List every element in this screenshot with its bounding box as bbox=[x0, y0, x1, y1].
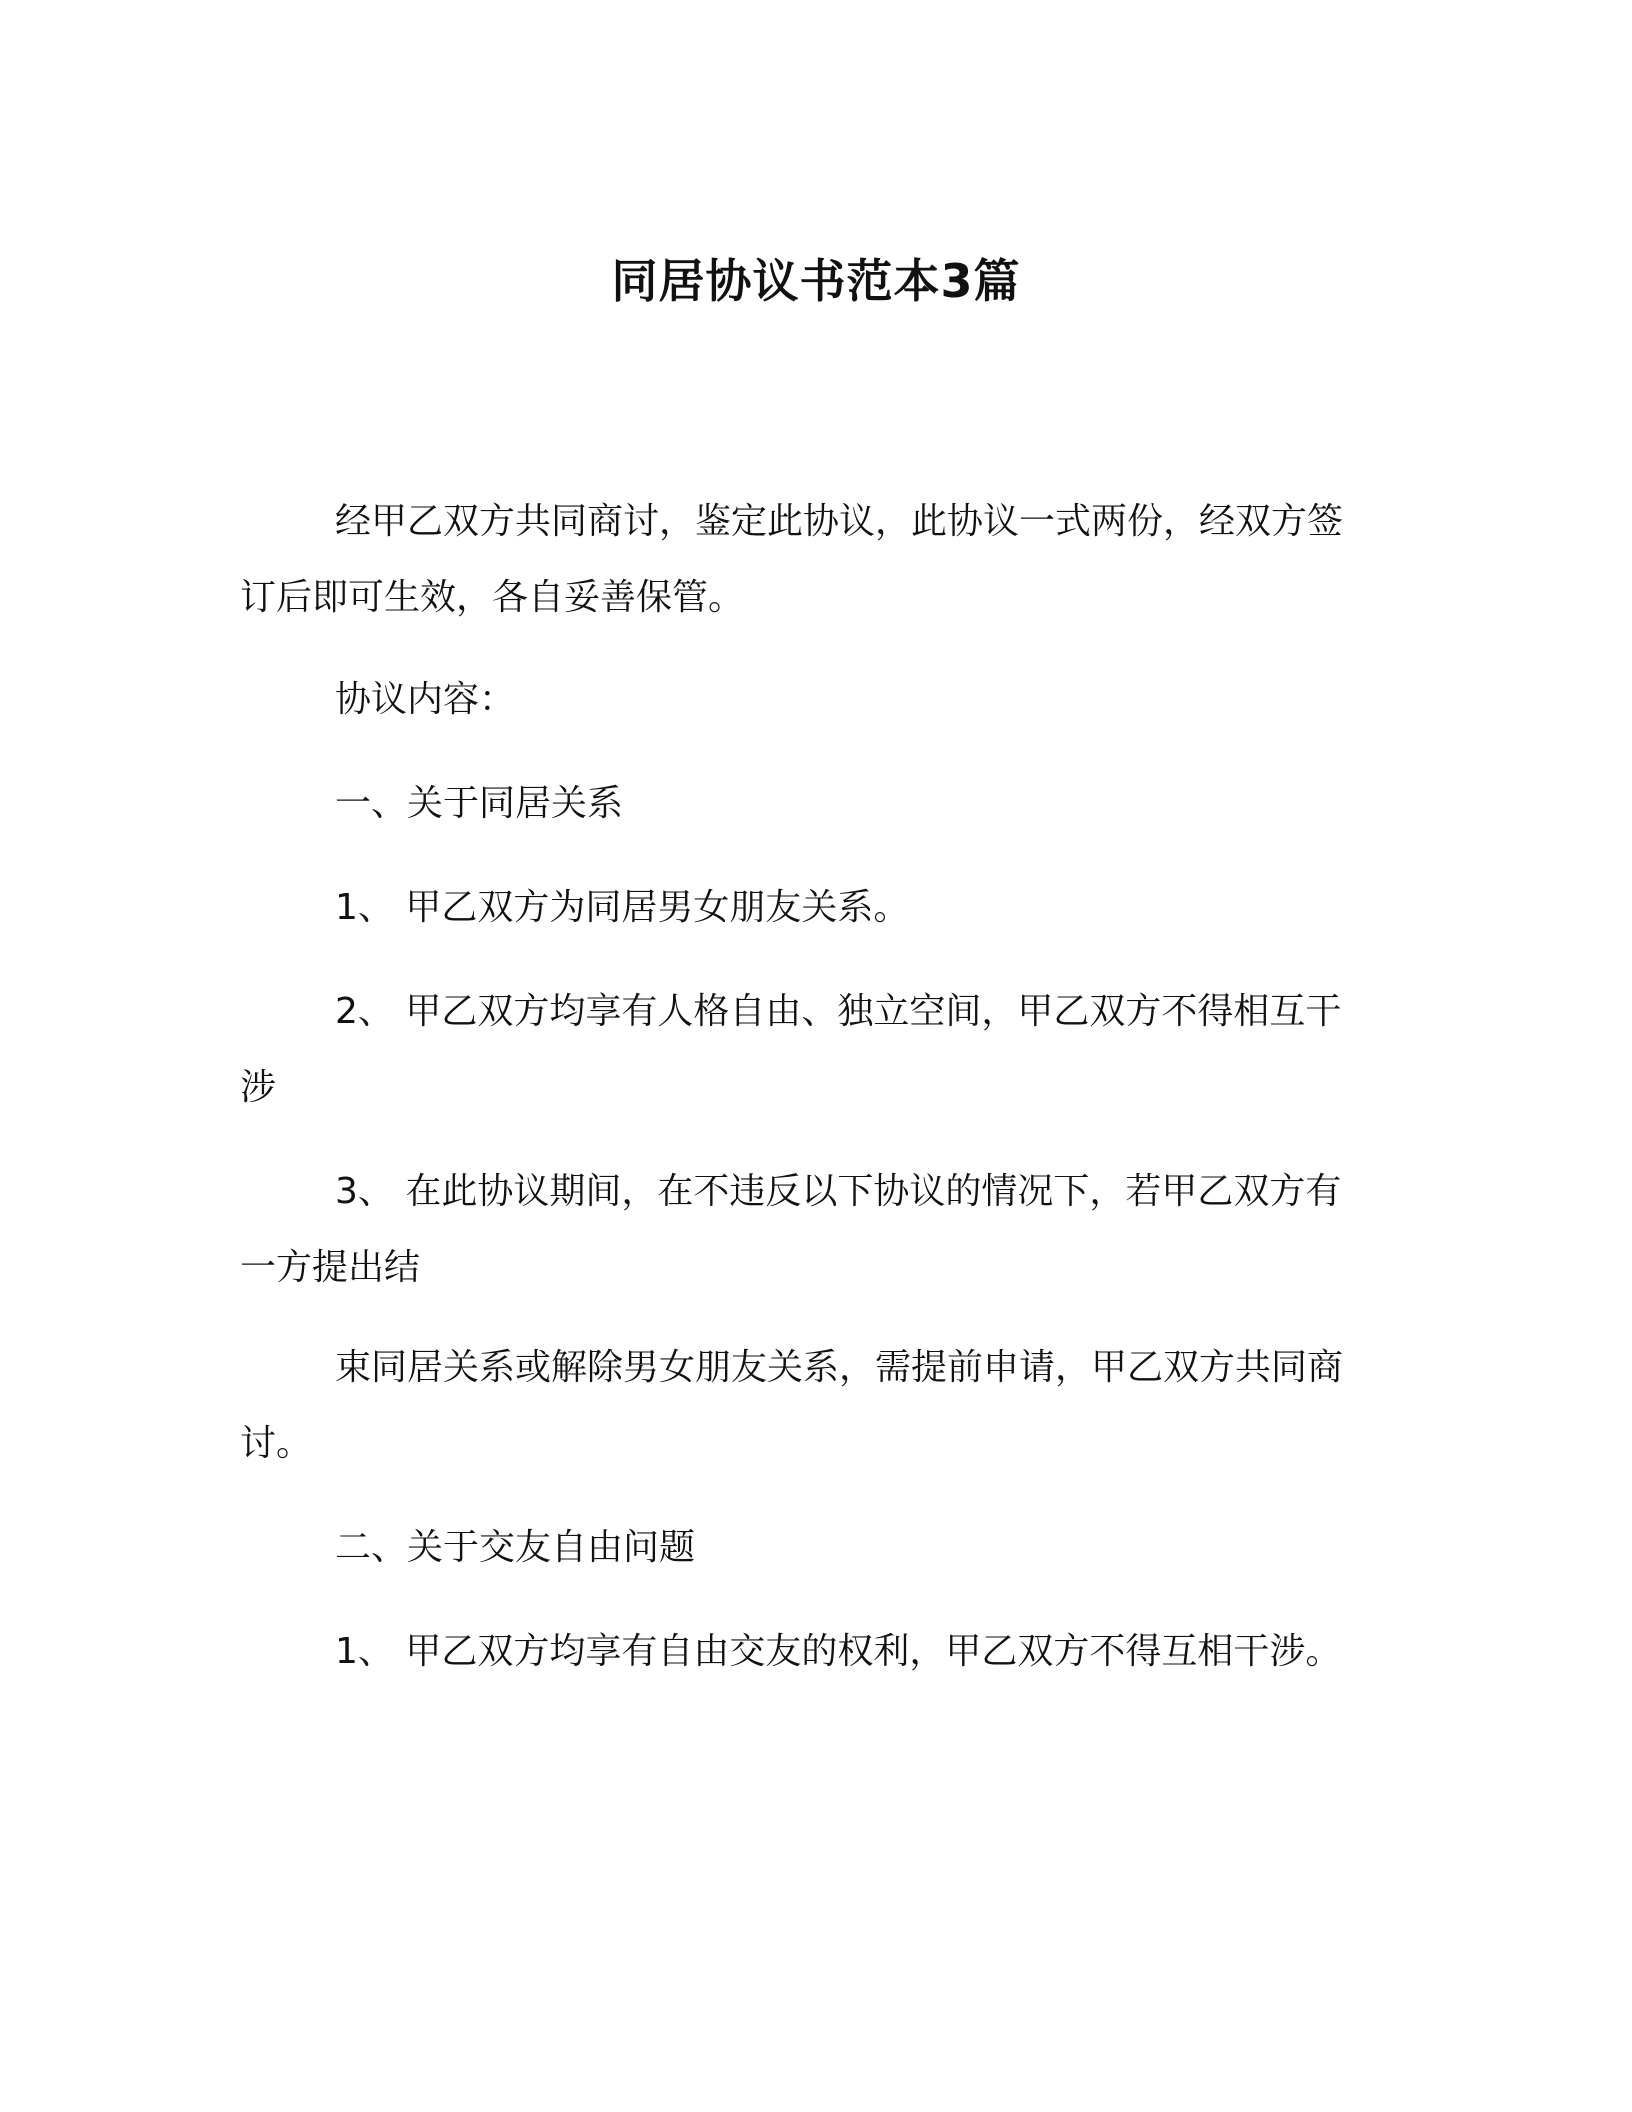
clause-1-relationship: 1、 甲乙双方为同居男女朋友关系。 bbox=[335, 887, 910, 928]
paragraph-preamble: 经甲乙双方共同商讨，鉴定此协议，此协议一式两份，经双方签订后即可生效，各自妥善保管。 bbox=[240, 501, 1344, 618]
clause-3-termination-continued: 束同居关系或解除男女朋友关系，需提前申请，甲乙双方共同商讨。 bbox=[240, 1347, 1344, 1464]
section-heading-friendship-freedom: 二、关于交友自由问题 bbox=[335, 1527, 696, 1568]
clause-2-personal-freedom: 2、 甲乙双方均享有人格自由、独立空间，甲乙双方不得相互干涉 bbox=[240, 991, 1342, 1108]
document-title: 同居协议书范本3篇 bbox=[611, 253, 1021, 308]
paragraph-agreement-content-label: 协议内容： bbox=[335, 679, 516, 720]
section-heading-cohabitation: 一、关于同居关系 bbox=[335, 783, 624, 824]
clause-1-friendship: 1、 甲乙双方均享有自由交友的权利，甲乙双方不得互相干涉。 bbox=[335, 1631, 1342, 1672]
clause-3-termination: 3、 在此协议期间，在不违反以下协议的情况下，若甲乙双方有一方提出结 bbox=[240, 1171, 1342, 1288]
